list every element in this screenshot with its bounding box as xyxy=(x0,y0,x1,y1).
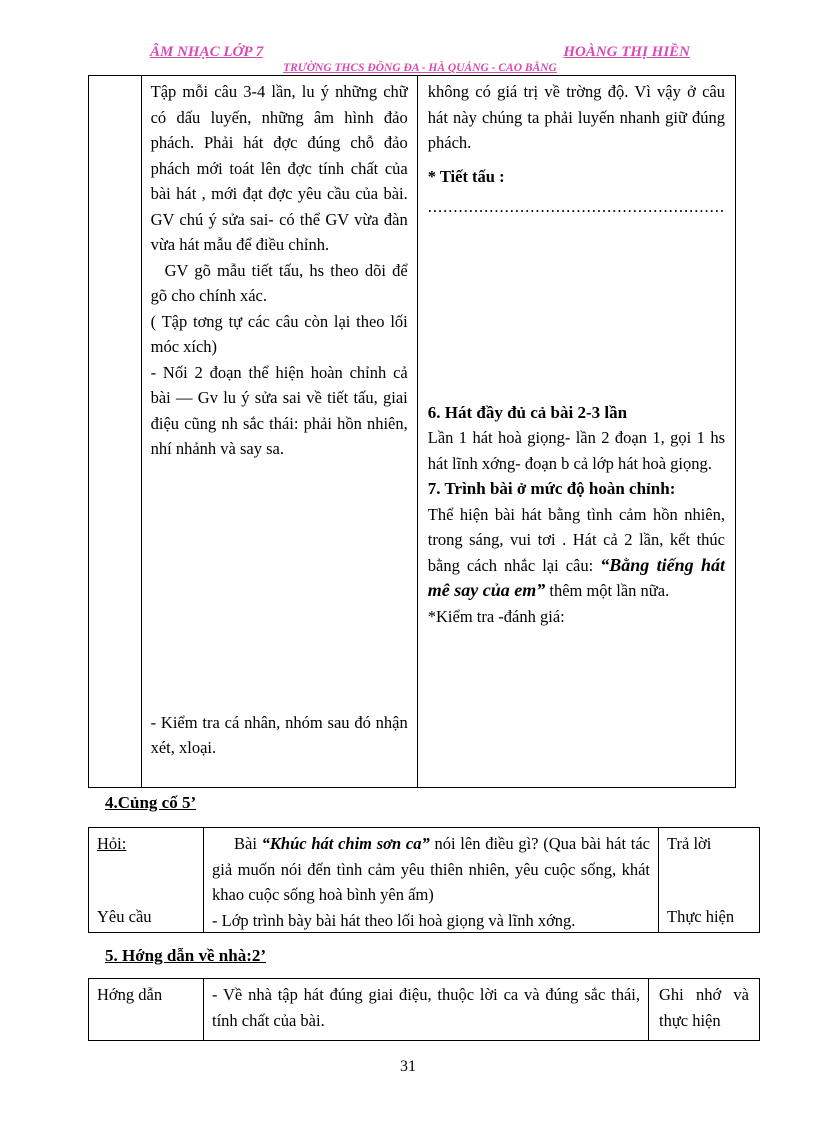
content-paragraph: Lần 1 hát hoà giọng- lần 2 đoạn 1, gọi 1 hs hát lĩnh xớng- đoạn b cả lớp hát hoà giọng. xyxy=(427,428,725,473)
teacher-activity-column xyxy=(142,76,418,787)
tiet-tau-heading: * Tiết tấu : xyxy=(427,166,505,186)
activity-paragraph: Tập mỗi câu 3-4 lần, lu ý những chữ có dấu luyến, những âm hình đảo phách. Phải hát đợc đúng chỗ đảo phách mới toát lên đợc tính chất của bài hát , mới đạt đợc yêu cầu của bài. GV chú ý sửa sai- có thể GV vừa đàn vừa hát mẫu để điều chỉnh. xyxy=(150,82,408,254)
header-author: HOÀNG THỊ HIỀN xyxy=(563,44,690,60)
question-prefix: Bài xyxy=(234,834,262,853)
activity-paragraph: - Nối 2 đoạn thể hiện hoàn chỉnh cả bài — Gv lu ý sửa sai về tiết tấu, giai điệu cũng nh sắc thái: phải hồn nhiên, nhí nhảnh và say sa. xyxy=(150,362,408,458)
perform-label: Thực hiện xyxy=(667,906,735,926)
question-text xyxy=(212,831,650,908)
lesson-table-margin-column xyxy=(89,76,142,787)
song-title-quote: “Khúc hát chim sơn ca” xyxy=(261,834,430,853)
consolidation-table xyxy=(88,827,760,933)
evaluation-note: *Kiểm tra -đánh giá: xyxy=(427,606,565,626)
song-lyric-quote: “Bằng tiếng hát mê say của em” xyxy=(427,554,725,600)
content-text: Thể hiện bài hát bằng tình cảm hồn nhiên, trong sáng, vui tơi . Hát cả 2 lần, kết thúc bằng cách nhắc lại câu: xyxy=(427,504,725,575)
homework-content: - Về nhà tập hát đúng giai điệu, thuộc lời ca và đúng sắc thái, tính chất của bài. xyxy=(204,979,649,1040)
question-rest: nói lên điều gì? (Qua bài hát tác giả muốn nói đến tình cảm yêu thiên nhiên, yêu cuộc sống, khát khao cuộc sống hoà bình yên ấm) xyxy=(212,834,650,904)
question-label: Hỏi: xyxy=(97,834,127,853)
content-paragraph: không có giá trị về trờng độ. Vì vậy ở câu hát này chúng ta phải luyến nhanh giữ đúng phách. xyxy=(427,82,725,152)
page-number: 31 xyxy=(400,1058,416,1075)
page-header xyxy=(150,44,690,74)
consolidation-section-heading: 4.Củng cố 5’ xyxy=(105,793,197,812)
header-school: TRƯỜNG THCS ĐỒNG ĐA - HÀ QUẢNG - CAO BẰNG xyxy=(283,62,557,74)
content-paragraph xyxy=(428,502,725,604)
homework-response: Ghi nhớ và thực hiện xyxy=(659,985,749,1030)
consolidation-content-column xyxy=(204,828,659,932)
homework-label: Hớng dẫn xyxy=(89,979,204,1040)
header-subject: ÂM NHẠC LỚP 7 xyxy=(150,44,264,60)
section-6-heading: 6. Hát đầy đủ cả bài 2-3 lần xyxy=(427,402,628,422)
homework-table xyxy=(88,978,760,1041)
consolidation-label-column xyxy=(89,828,204,932)
homework-section-heading: 5. Hớng dẫn về nhà:2’ xyxy=(105,946,267,965)
answer-label: Trả lời xyxy=(667,834,712,853)
requirement-text: - Lớp trình bày bài hát theo lối hoà giọng và lĩnh xớng. xyxy=(212,910,576,930)
content-text: thêm một lần nữa. xyxy=(545,581,670,600)
requirement-label: Yêu cầu xyxy=(97,906,152,926)
header-line1 xyxy=(150,44,690,61)
lesson-plan-table xyxy=(88,75,736,788)
activity-paragraph: ( Tập tơng tự các câu còn lại theo lối móc xích) xyxy=(150,311,408,356)
consolidation-response-column xyxy=(659,828,759,932)
lesson-content-column xyxy=(418,76,735,787)
activity-paragraph: GV gõ mẫu tiết tấu, hs theo dõi để gõ cho chính xác. xyxy=(150,260,408,305)
dotted-fill-line: .......................................................... xyxy=(427,197,725,216)
section-7-heading: 7. Trình bài ở mức độ hoàn chỉnh: xyxy=(427,479,676,498)
activity-paragraph: - Kiểm tra cá nhân, nhóm sau đó nhận xét, xloại. xyxy=(150,712,408,757)
